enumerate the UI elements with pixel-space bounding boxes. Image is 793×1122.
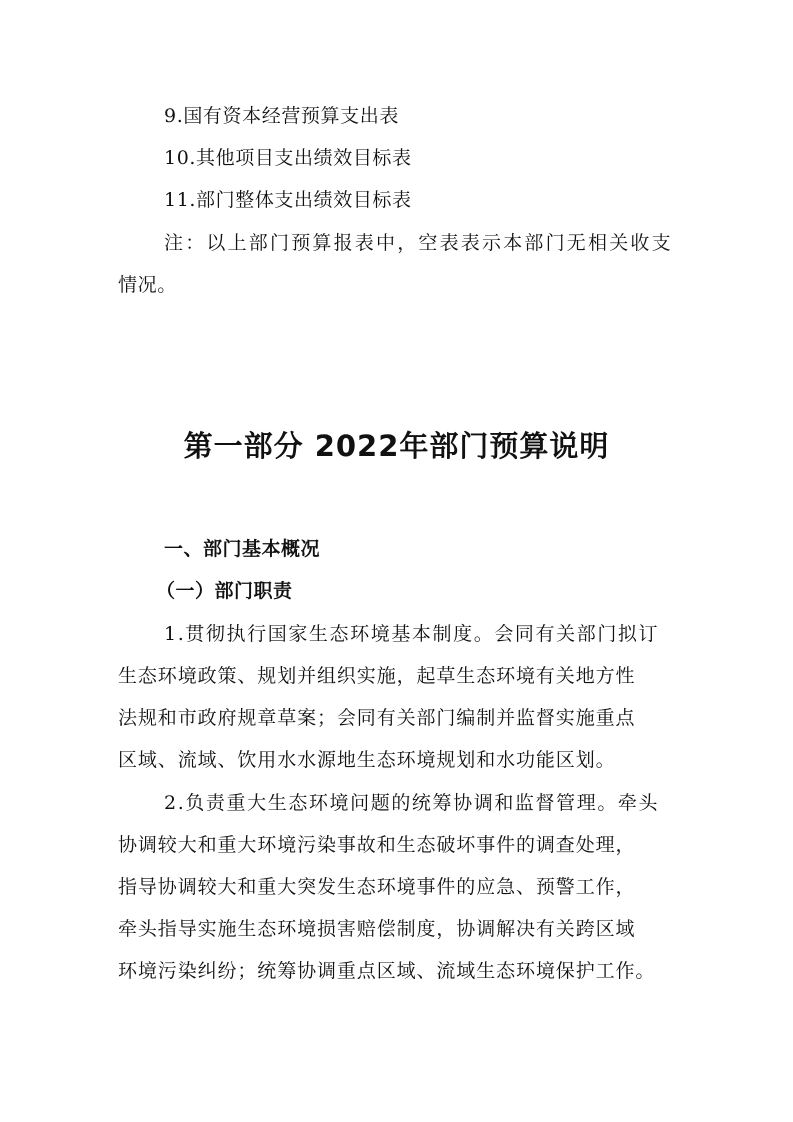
paragraph-line: 牵头指导实施生态环境损害赔偿制度，协调解决有关跨区域	[118, 918, 636, 940]
paragraph-line: 协调较大和重大环境污染事故和生态破坏事件的调查处理，	[118, 834, 636, 856]
paragraph-line: 环境污染纠纷；统筹协调重点区域、流域生态环境保护工作。	[118, 960, 656, 982]
list-item: 9.国有资本经营预算支出表	[164, 105, 399, 127]
list-item: 11.部门整体支出绩效目标表	[164, 189, 412, 211]
paragraph-line: 生态环境政策、规划并组织实施，起草生态环境有关地方性	[118, 665, 636, 687]
note-text: 情况。	[118, 274, 177, 296]
paragraph-line: 区域、流域、饮用水水源地生态环境规划和水功能区划。	[118, 749, 616, 771]
part-title: 第一部分 2022年部门预算说明	[183, 429, 610, 463]
note-text: 注：以上部门预算报表中，空表表示本部门无相关收支	[164, 232, 673, 254]
list-item: 10.其他项目支出绩效目标表	[164, 147, 412, 169]
section-heading: 一、部门基本概况	[164, 538, 321, 560]
paragraph-line: 2.负责重大生态环境问题的统筹协调和监督管理。牵头	[164, 792, 660, 814]
paragraph-line: 1.贯彻执行国家生态环境基本制度。会同有关部门拟订	[164, 623, 660, 645]
paragraph-line: 法规和市政府规章草案；会同有关部门编制并监督实施重点	[118, 707, 636, 729]
subsection-heading: （一）部门职责	[156, 580, 293, 602]
paragraph-line: 指导协调较大和重大突发生态环境事件的应急、预警工作，	[118, 876, 636, 898]
